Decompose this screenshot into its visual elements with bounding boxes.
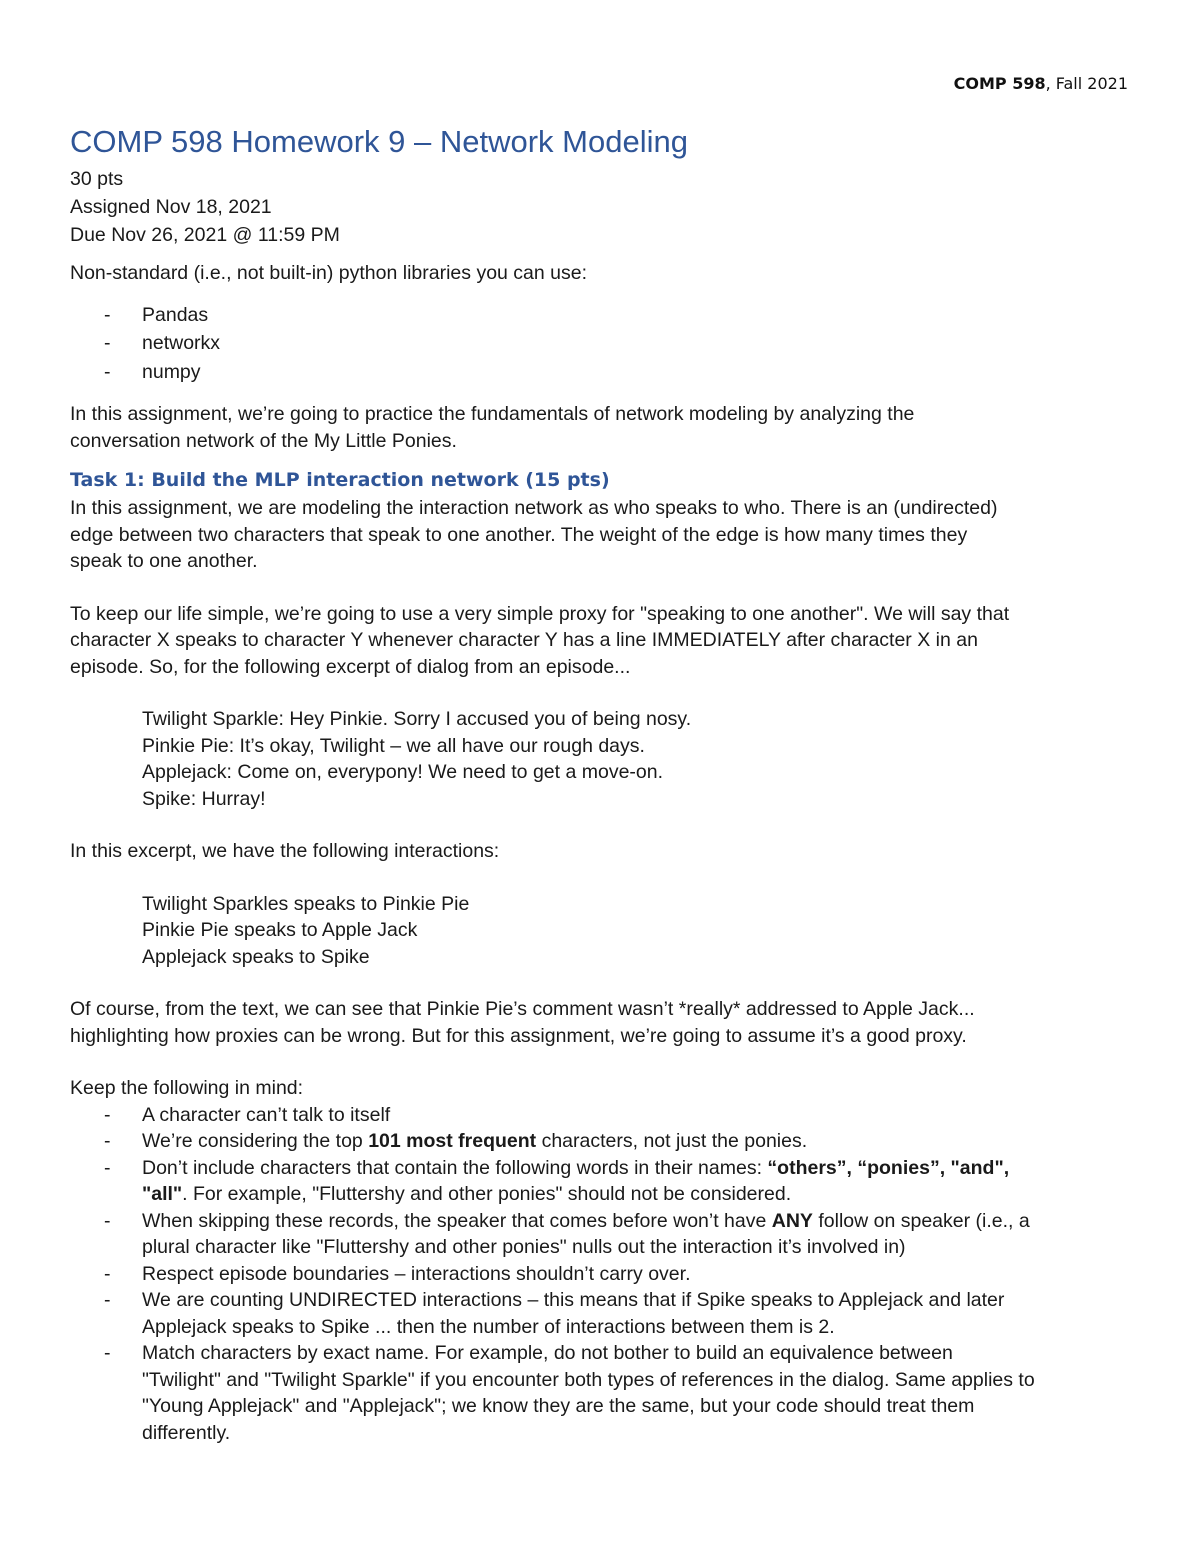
rule-item [70,1155,1140,1208]
rule-text: We’re considering the top [142,1130,369,1152]
dialog-line: Applejack: Come on, everypony! We need to get a move-on. [142,761,664,783]
text-line: speak to one another. [70,550,258,572]
interactions-intro: In this excerpt, we have the following interactions: [70,840,500,862]
points: 30 pts [70,168,124,190]
rule-item [70,1340,1140,1446]
rule-item: - A character can’t talk to itself [70,1102,1140,1129]
rule-text: Applejack speaks to Spike ... then the number of interactions between them is 2. [142,1315,835,1338]
rule-text: We are counting UNDIRECTED interactions – this means that if Spike speaks to Applejack and later [142,1289,1005,1311]
rule-emphasis: “others”, “ponies”, "and", [767,1156,1010,1179]
header-course: COMP 598 [953,74,1046,93]
intro-paragraph [70,401,1140,454]
rule-text: "Young Applejack" and "Applejack"; we know they are the same, but your code should treat them [142,1395,975,1417]
rule-emphasis: 101 most frequent [368,1130,537,1152]
rule-item [70,1287,1140,1340]
task1-heading: Task 1: Build the MLP interaction network (15 pts) [70,469,610,491]
header-term: , Fall 2021 [1045,74,1128,93]
text-line: To keep our life simple, we’re going to use a very simple proxy for "speaking to one another". We will say that [70,602,1010,625]
rule-text: Don’t include characters that contain the following words in their names: [142,1156,768,1179]
rule-item [70,1128,1140,1155]
text-line: In this assignment, we are modeling the interaction network as who speaks to who. There is an (undirected) [70,497,998,519]
task1-paragraph-1 [70,495,1140,575]
dialog-line: Spike: Hurray! [142,787,266,810]
rule-text: plural character like "Fluttershy and other ponies" nulls out the interaction it’s involved in) [142,1236,906,1258]
list-item: - Pandas [70,302,1140,331]
task1-paragraph-3 [70,996,1140,1049]
text-line: character X speaks to character Y whenever character Y has a line IMMEDIATELY after character X in an [70,629,978,651]
page-header [954,74,1128,93]
dialog-line: Pinkie Pie: It’s okay, Twilight – we all have our rough days. [142,734,645,757]
text-line: Of course, from the text, we can see that Pinkie Pie’s comment wasn’t *really* addressed to Apple Jack... [70,998,975,1020]
dialog-excerpt [70,706,1140,812]
text-line: edge between two characters that speak to one another. The weight of the edge is how many times they [70,523,968,546]
rule-text: . For example, "Fluttershy and other ponies" should not be considered. [182,1183,792,1205]
interaction-line: Pinkie Pie speaks to Apple Jack [142,919,418,941]
task1-paragraph-2 [70,601,1140,681]
libraries-intro: Non-standard (i.e., not built-in) python libraries you can use: [70,262,588,284]
rule-text: When skipping these records, the speaker that comes before won’t have [142,1209,772,1232]
dialog-line: Twilight Sparkle: Hey Pinkie. Sorry I accused you of being nosy. [142,708,692,730]
list-item: - numpy [70,359,1140,388]
rule-text: "Twilight" and "Twilight Sparkle" if you encounter both types of references in the dialog. Same applies to [142,1368,1035,1391]
rule-item: - Respect episode boundaries – interactions shouldn’t carry over. [70,1261,1140,1288]
rule-text: differently. [142,1421,231,1444]
text-line: conversation network of the My Little Ponies. [70,429,457,452]
rule-text: characters, not just the ponies. [536,1130,808,1152]
rule-text: Match characters by exact name. For example, do not bother to build an equivalence between [142,1342,953,1364]
interaction-line: Twilight Sparkles speaks to Pinkie Pie [142,892,470,915]
interactions-list [70,891,1140,971]
text-line: episode. So, for the following excerpt of dialog from an episode... [70,655,631,678]
interaction-line: Applejack speaks to Spike [142,945,370,968]
document-body [70,124,1140,1446]
rule-text: follow on speaker (i.e., a [812,1209,1030,1232]
keep-in-mind-intro: Keep the following in mind: [70,1077,304,1099]
list-item: - networkx [70,330,1140,359]
document-title: COMP 598 Homework 9 – Network Modeling [70,124,688,159]
assigned-date: Assigned Nov 18, 2021 [70,196,272,218]
rule-emphasis: ANY [771,1209,813,1232]
rule-item [70,1208,1140,1261]
rule-emphasis: "all" [142,1183,183,1205]
text-line: In this assignment, we’re going to practice the fundamentals of network modeling by analyzing the [70,403,915,425]
assignment-meta [70,166,1140,250]
due-date: Due Nov 26, 2021 @ 11:59 PM [70,224,340,246]
rules-list [70,1102,1140,1447]
libraries-list [70,302,1140,388]
text-line: highlighting how proxies can be wrong. But for this assignment, we’re going to assume it’s a good proxy. [70,1024,967,1047]
